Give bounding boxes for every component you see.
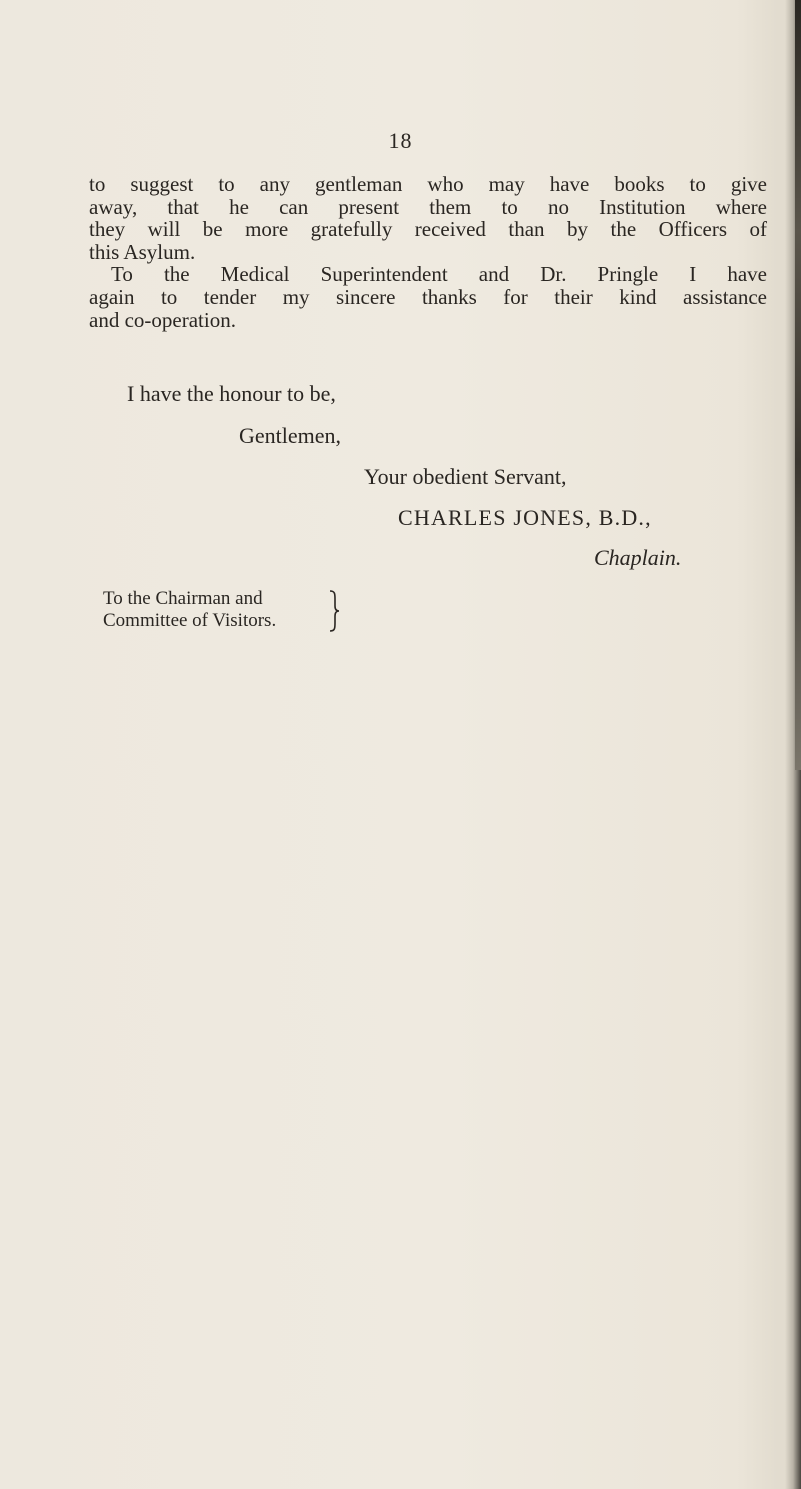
closing-salutation: Gentlemen, bbox=[239, 423, 342, 448]
closing-servant: Your obedient Servant, bbox=[364, 464, 567, 489]
body-line: To the Medical Superintendent and Dr. Pringle I have bbox=[111, 262, 767, 287]
brace-icon bbox=[326, 590, 340, 632]
body-line: they will be more gratefully received than by the Officers of bbox=[89, 217, 767, 242]
body-line: and co-operation. bbox=[89, 307, 236, 332]
body-paragraph bbox=[89, 173, 767, 331]
addressee-line: Committee of Visitors. bbox=[103, 610, 277, 631]
addressee-block bbox=[103, 588, 276, 632]
body-line: this Asylum. bbox=[89, 239, 196, 264]
body-line: away, that he can present them to no Institution where bbox=[89, 194, 767, 219]
body-line: to suggest to any gentleman who may have books to give bbox=[89, 172, 767, 196]
page-edge-binding bbox=[795, 0, 801, 770]
body-line: again to tender my sincere thanks for their kind assistance bbox=[89, 284, 767, 309]
page-number: 18 bbox=[388, 128, 413, 153]
addressee-line: To the Chairman and bbox=[103, 588, 263, 609]
signature-name: CHARLES JONES, B.D., bbox=[398, 505, 652, 530]
closing-honour: I have the honour to be, bbox=[127, 381, 336, 406]
signature-title: Chaplain. bbox=[594, 545, 682, 570]
